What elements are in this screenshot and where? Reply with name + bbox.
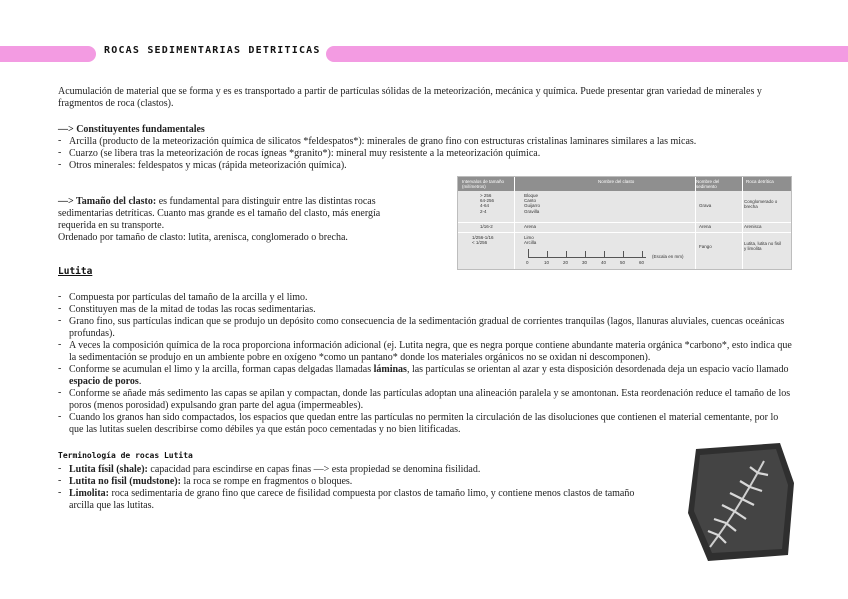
clasto-text: es fundamental para distinguir entre las distintas rocas sedimentarias detríticas. Cuanto mas grande es el tamaño del clasto, más energía requerida en su transporte. [58, 196, 381, 231]
constituyentes-section [58, 124, 778, 172]
table-divider [742, 177, 743, 269]
scale-tick [566, 251, 567, 257]
table-cell: Arena [524, 224, 537, 229]
table-cell: Grava [699, 203, 712, 208]
list-bold: láminas [373, 364, 407, 375]
constituyentes-list [58, 136, 778, 172]
scale-tick [623, 251, 624, 257]
list-item: - Constituyen mas de la mitad de todas las rocas sedimentarias. [58, 304, 793, 316]
header-band-left [0, 46, 96, 62]
term-label: Lutita no fisil (mudstone): [69, 476, 181, 487]
table-cell: Conglomerado o brecha [744, 199, 778, 210]
list-bold: espacio de poros [69, 376, 139, 387]
list-item [58, 476, 658, 488]
scale-tick-label: 30 [582, 260, 588, 265]
table-divider [695, 177, 696, 269]
intro-paragraph: Acumulación de material que se forma y es es transportado a partir de partículas sólidas de la meteorización, mecánica y química. Puede presentar gran variedad de minerales y fragmentos de roca (clastos). [58, 86, 762, 109]
table-divider [514, 177, 515, 269]
list-item [58, 364, 793, 388]
table-cell: 1/16-2 [480, 224, 493, 229]
header-band-right [326, 46, 848, 62]
constituyentes-heading: —> Constituyentes fundamentales [58, 124, 205, 135]
scale-tick [547, 251, 548, 257]
table-divider [458, 232, 791, 233]
list-text: . [138, 376, 142, 387]
scale-tick [528, 249, 529, 257]
term-text: capacidad para escindirse en capas finas —> esta propiedad se denomina fisilidad. [147, 464, 481, 475]
table-divider [458, 222, 791, 223]
scale-label: (Escala en mm) [652, 254, 684, 259]
scale-tick [642, 251, 643, 257]
scale-tick-label: 50 [620, 260, 626, 265]
table-cell: Bloque Canto Guijarro Gravilla [524, 193, 541, 214]
term-text: la roca se rompe en fragmentos o bloques. [180, 476, 353, 487]
list-text: Conforme se acumulan el limo y la arcilla, forman capas delgadas llamadas [69, 364, 374, 375]
table-cell: > 256 64-256 4-64 2-4 [480, 193, 495, 214]
scale-tick [604, 251, 605, 257]
scale-tick-label: 10 [544, 260, 550, 265]
list-item: - A veces la composición química de la roca proporciona información adicional (ej. Lutita negra, que es negra porque contiene abundante materia orgánica *carbono*, esto indica que la sedimentación se produjo en un ambiente pobre en oxígeno *como un pantano* donde los materiales orgánicos no se oxidan ni descomponen). [58, 340, 793, 364]
list-item [58, 464, 658, 476]
table-cell: Limo Arcilla [524, 235, 537, 246]
page-title: ROCAS SEDIMENTARIAS DETRITICAS [104, 45, 321, 56]
scale-bar [528, 257, 646, 258]
term-text: roca sedimentaria de grano fino que carece de fisilidad compuesta por clastos de tamaño limo, y contiene menos clastos de tamaño arcilla que las lutitas. [69, 488, 635, 511]
list-item: - Compuesta por partículas del tamaño de la arcilla y el limo. [58, 292, 793, 304]
table-cell: 1/256-1/16 < 1/256 [472, 235, 494, 246]
terminologia-heading: Terminología de rocas Lutita [58, 451, 193, 460]
table-cell: Arena [699, 224, 712, 229]
list-item: - Conforme se añade más sedimento las capas se apilan y compactan, donde las partículas adoptan una alineación paralela y se amontonan. Esta reordenación reduce el tamaño de los poros (menos porosidad) expulsando gran parte del agua (impermeables). [58, 388, 793, 412]
lutita-heading: Lutita [58, 266, 93, 277]
list-item: - Grano fino, sus partículas indican que se produjo un depósito como consecuencia de la sedimentación gradual de corrientes tranquilas (lagos, llanuras aluviales, cuencas oceánicas profundas). [58, 316, 793, 340]
clasto-order: Ordenado por tamaño de clasto: lutita, arenisca, conglomerado o brecha. [58, 232, 348, 243]
table-header-cell: Roca detrítica [746, 179, 774, 184]
table-header-cell: Nombre del sedimento [696, 179, 720, 189]
list-item [58, 488, 658, 512]
lutita-list [58, 292, 793, 436]
list-item: - Cuando los granos han sido compactados, los espacios que quedan entre las partículas no permiten la circulación de las disoluciones que contienen el material cementante, por lo que las lutitas suelen describirse como débiles ya que están poco cementadas y no bien litificadas. [58, 412, 793, 436]
list-item: - Otros minerales: feldespatos y micas (rápida meteorización química). [58, 160, 778, 172]
terminologia-list [58, 464, 658, 512]
scale-tick [585, 251, 586, 257]
list-text: , las partículas se orientan al azar y esta disposición desordenada deja un espacio vacío llamado [406, 364, 789, 375]
table-header-cell: Nombre del clasto [598, 179, 635, 184]
list-item: - Arcilla (producto de la meteorización química de silicatos *feldespatos*): minerales de grano fino con estructuras cristalinas laminares similares a las micas. [58, 136, 778, 148]
scale-tick-label: 0 [526, 260, 529, 265]
clasto-label: —> Tamaño del clasto: [58, 196, 157, 207]
fern-fossil-image [688, 443, 796, 561]
table-header-cell: Intervalos de tamaño (milímetros) [462, 179, 505, 189]
clast-size-table [457, 176, 792, 270]
clasto-section [58, 196, 398, 244]
scale-tick-label: 20 [563, 260, 569, 265]
list-item: - Cuarzo (se libera tras la meteorización de rocas ígneas *granito*): mineral muy resistente a la meteorización química. [58, 148, 778, 160]
table-cell: Fango [699, 244, 712, 249]
term-label: Lutita físil (shale): [69, 464, 148, 475]
scale-tick-label: 40 [601, 260, 607, 265]
clasto-paragraph [58, 196, 398, 232]
term-label: Limolita: [69, 488, 109, 499]
scale-tick-label: 60 [639, 260, 645, 265]
table-cell: Lutita, lutita no fisil y limolita [744, 241, 782, 252]
table-cell: Arenisca [744, 224, 762, 229]
